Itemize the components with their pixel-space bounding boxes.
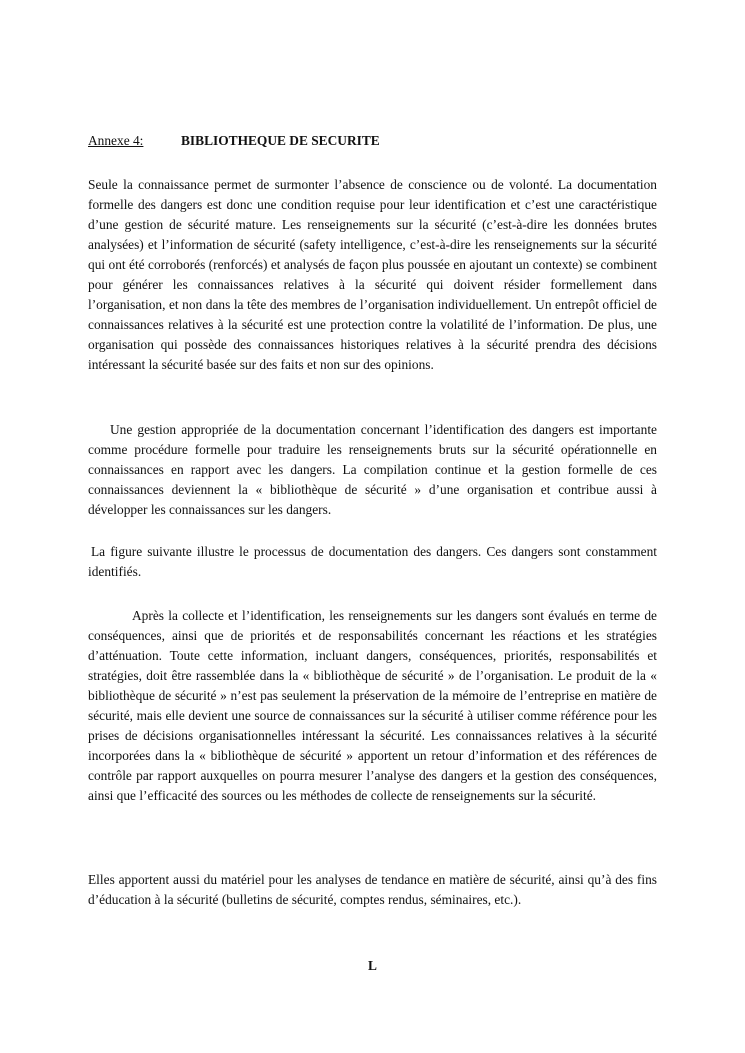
page-number: L: [368, 958, 377, 973]
annex-label: Annexe 4:: [88, 133, 144, 148]
paragraph-documentation-management: Une gestion appropriée de la documentation concernant l’identification des dangers est importante comme procédure formelle pour traduire les renseignements bruts sur la sécurité opérationnelle en connaissances en rapport avec les dangers. La compilation continue et la gestion formelle de ces connaissances deviennent la « bibliothèque de sécurité » d’une organisation et contribue aussi à développer les connaissances sur les dangers.: [88, 422, 657, 518]
paragraph-safety-library: Après la collecte et l’identification, les renseignements sur les dangers sont évalués en terme de conséquences, ainsi que de priorités et de responsabilités concernant les réactions et les stratégies d’atténuation. Toute cette information, incluant dangers, conséquences, priorités, responsabilités et stratégies, doit être rassemblée dans la « bibliothèque de sécurité » de l’organisation. Le produit de la « bibliothèque de sécurité » n’est pas seulement la préservation de la mémoire de l’entreprise en matière de sécurité, mais elle devient une source de connaissances sur la sécurité à utiliser comme référence pour les prises de décisions organisationnelles intéressant la sécurité. Les connaissances relatives à la sécurité incorporées dans la « bibliothèque de sécurité » apportent un retour d’information et des références de contrôle par rapport auxquelles on pourra mesurer l’analyse des dangers et la gestion des conséquences, ainsi que l’efficacité des sources ou les méthodes de collecte de renseignements sur la sécurité.: [88, 608, 657, 804]
annex-heading: [88, 131, 658, 151]
annex-title: BIBLIOTHEQUE DE SECURITE: [181, 133, 380, 148]
paragraph-intro: Seule la connaissance permet de surmonter l’absence de conscience ou de volonté. La documentation formelle des dangers est donc une condition requise pour leur identification et c’est une caractéristique d’une gestion de sécurité mature. Les renseignements sur la sécurité (c’est-à-dire les données brutes analysées) et l’information de sécurité (safety intelligence, c’est-à-dire les renseignements sur la sécurité qui ont été corroborés (renforcés) et analysés de façon plus poussée en ajoutant un contexte) se combinent pour générer les connaissances relatives à la sécurité qui doivent résider formellement dans l’organisation, et non dans la tête des membres de l’organisation individuellement. Un entrepôt officiel de connaissances relatives à la sécurité est une protection contre la volatilité de l’information. De plus, une organisation qui possède des connaissances historiques relatives à la sécurité prendra des décisions intéressant la sécurité basée sur des faits et non sur des opinions.: [88, 177, 657, 373]
paragraph-trend-analysis: Elles apportent aussi du matériel pour les analyses de tendance en matière de sécurité, ainsi qu’à des fins d’éducation à la sécurité (bulletins de sécurité, comptes rendus, séminaires, etc.).: [88, 872, 657, 908]
paragraph-figure-reference: La figure suivante illustre le processus de documentation des dangers. Ces dangers sont constamment identifiés.: [88, 544, 657, 580]
